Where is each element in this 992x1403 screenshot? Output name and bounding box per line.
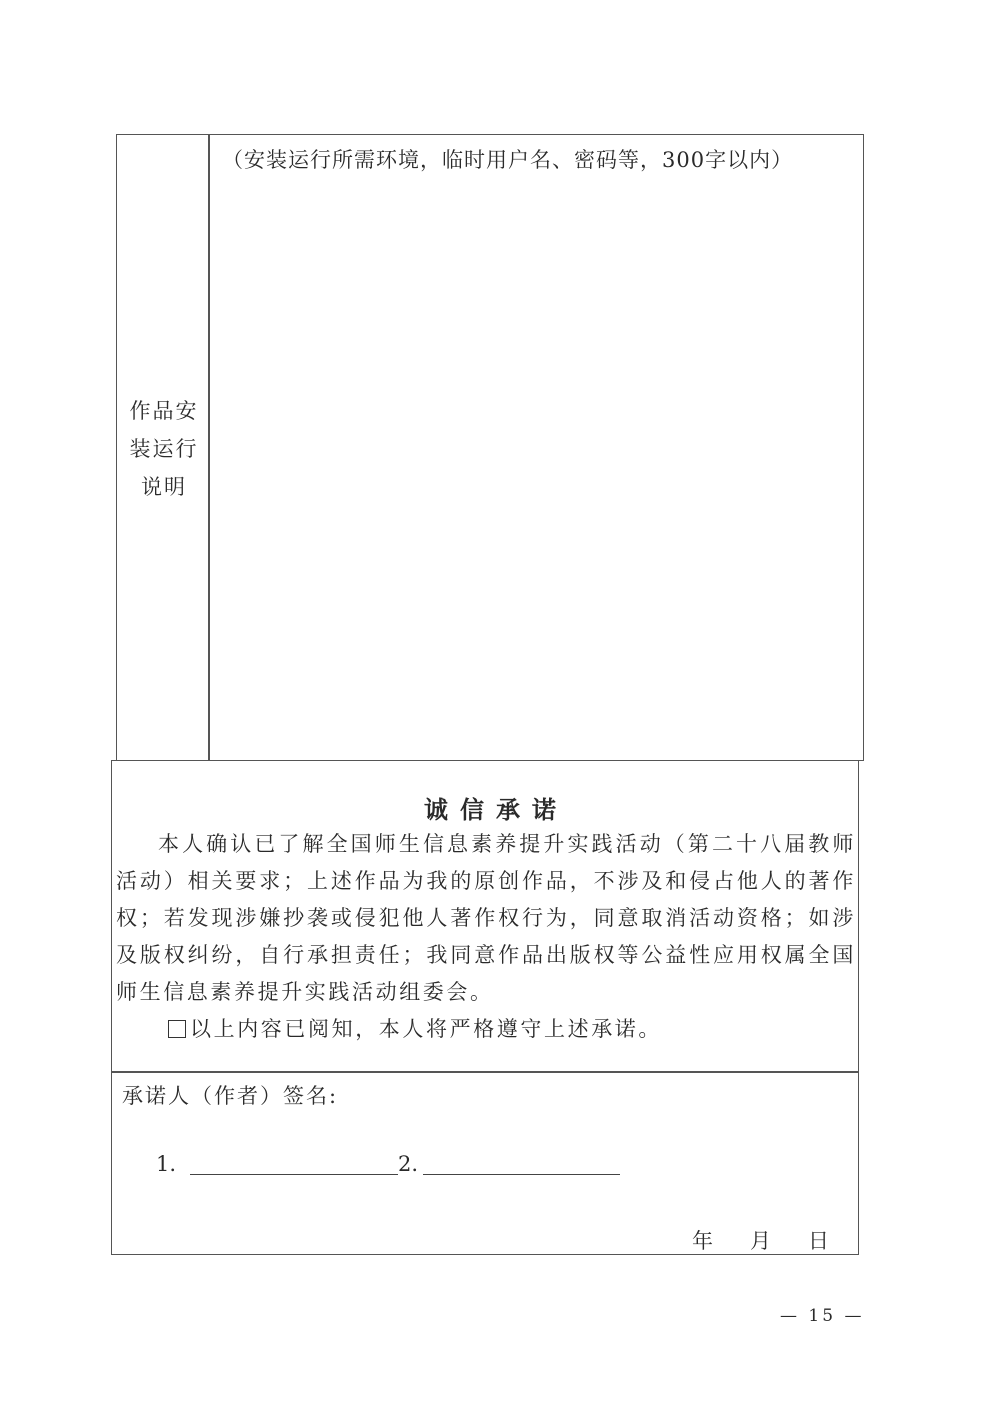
label-line: 说明	[141, 475, 187, 499]
signature-label: 承诺人（作者）签名:	[122, 1084, 339, 1108]
date-month: 月	[750, 1229, 771, 1253]
signature-line-2[interactable]	[423, 1174, 620, 1175]
acknowledge-line	[168, 1013, 662, 1043]
acknowledge-text: 以上内容已阅知，本人将严格遵守上述承诺。	[190, 1017, 662, 1041]
date-day: 日	[808, 1229, 829, 1253]
pledge-body: 本人确认已了解全国师生信息素养提升实践活动（第二十八届教师活动）相关要求；上述作品为我的原创作品，不涉及和侵占他人的著作权；若发现涉嫌抄袭或侵犯他人著作权行为，同意取消活动资格；如涉及版权纠纷，自行承担责任；我同意作品出版权等公益性应用权属全国师生信息素养提升实践活动组委会。	[116, 832, 856, 1004]
date-year: 年	[692, 1229, 713, 1253]
install-table-divider	[208, 134, 210, 761]
signature-number-1: 1.	[156, 1152, 177, 1176]
install-instructions-label	[120, 392, 208, 506]
signature-number-2: 2.	[398, 1152, 419, 1176]
page-number: — 15 —	[780, 1306, 865, 1326]
install-table	[116, 134, 864, 761]
pledge-title: 诚信承诺	[424, 795, 568, 824]
signature-line-1[interactable]	[190, 1174, 398, 1175]
label-line: 作品安	[129, 399, 199, 423]
acknowledge-checkbox[interactable]	[168, 1020, 186, 1038]
label-line: 装运行	[129, 437, 199, 461]
install-hint-text: （安装运行所需环境，临时用户名、密码等，300字以内）	[222, 148, 794, 172]
